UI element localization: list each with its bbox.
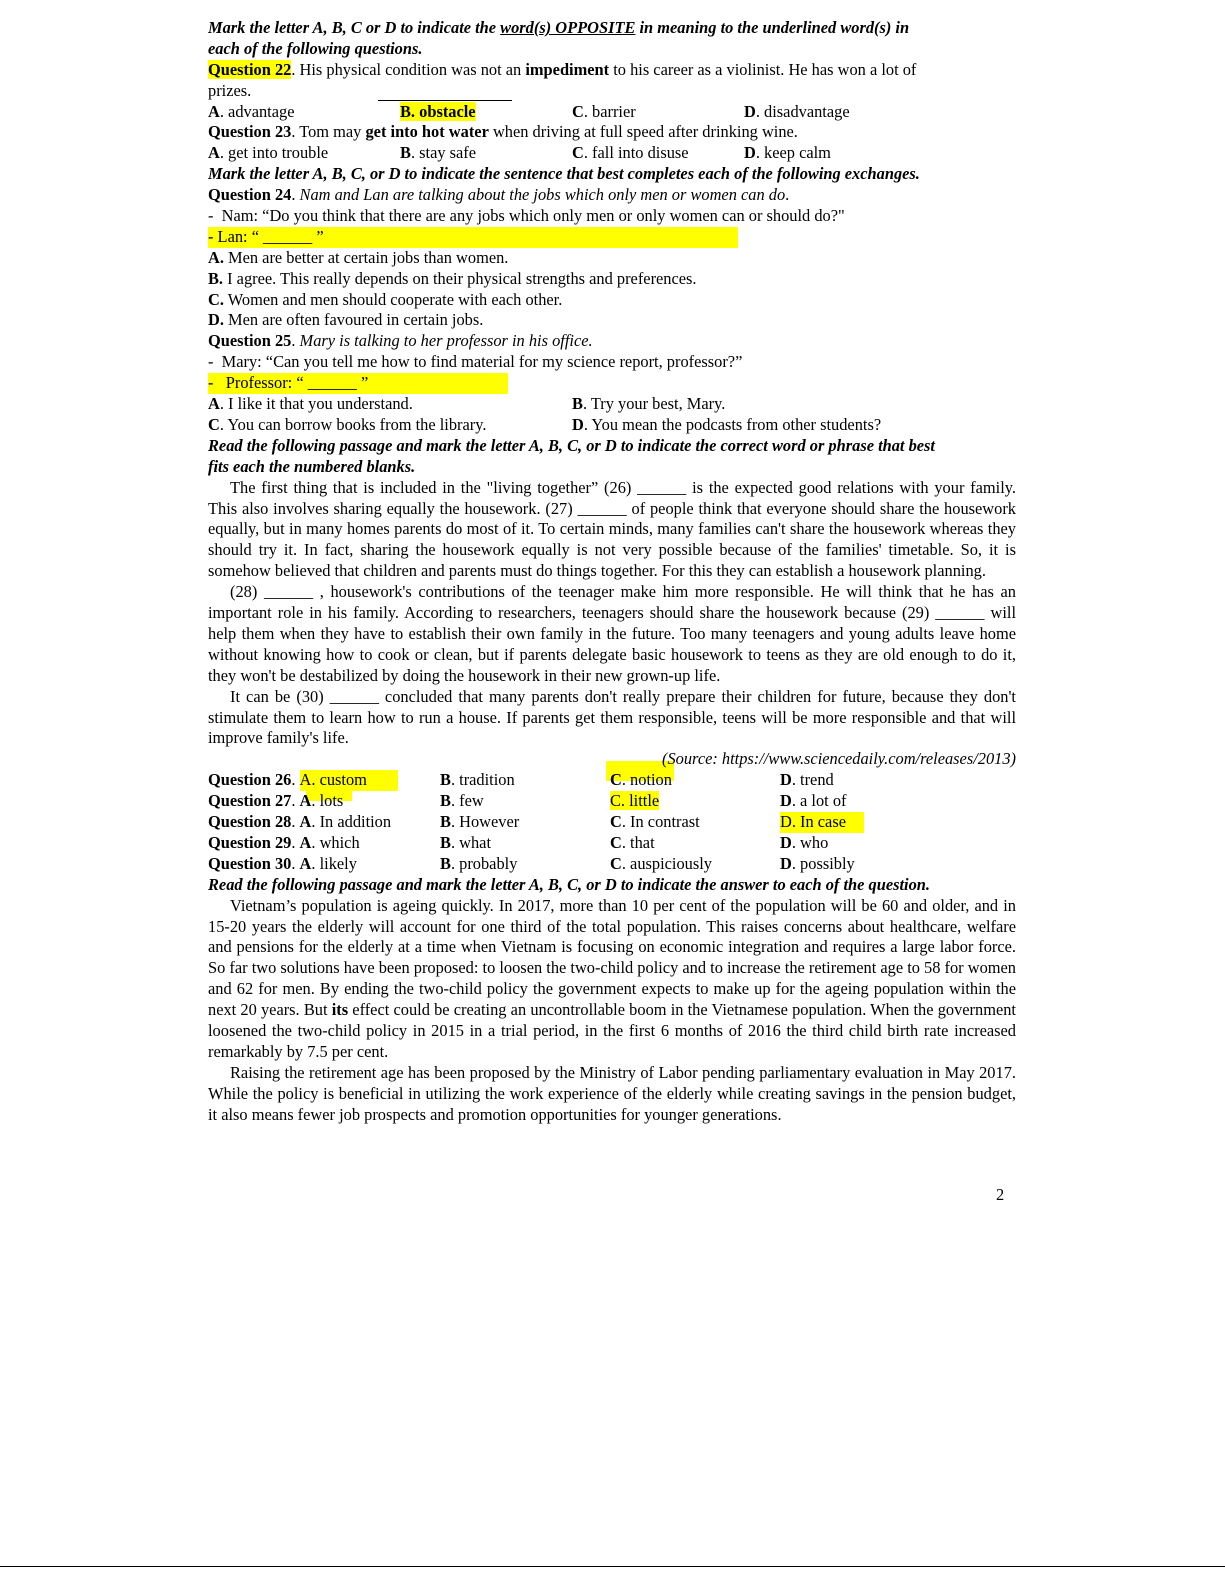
- option-text: a lot of: [800, 791, 847, 811]
- section-instruction-3b: fits each the numbered blanks.: [208, 456, 416, 476]
- question-23: [208, 122, 1016, 143]
- answer-q28: Question 28. A. In addition: [208, 812, 392, 832]
- option-text: Men are often favoured in certain jobs.: [223, 310, 484, 330]
- option-letter: B: [572, 394, 583, 414]
- option-a[interactable]: [208, 394, 572, 415]
- option-text: possibly: [800, 853, 855, 873]
- paragraph-text: effect could be creating an uncontrollable boom in the Vietnamese population. When the government loosened the two-child policy in 2015 in a trial period, in the first 6 months of 2016 the third child birth rate increased remarkably by 7.5 per cent.: [208, 1000, 1016, 1061]
- option-c[interactable]: [208, 415, 572, 436]
- option-c[interactable]: [208, 290, 1016, 311]
- dialogue-text: Professor: “ ______ ”: [225, 373, 369, 393]
- passage1-paragraph-1: The first thing that is included in the "living together” (26) ______ is the expected good relations with your family. This also involves sharing equally the housework. (27) ______ of people think that everyone should share the housework equally, but in many homes parents do most of it. To certain minds, many families can't share the housework whereas they should try it. In fact, sharing the housework equally is not very possible because of the families' timetable. So, it is somehow believed that children and parents must do things together. For this they can establish a housework planning.: [208, 477, 1016, 581]
- question-context: Nam and Lan are talking about the jobs which only men or women can do: [299, 185, 786, 205]
- option-d[interactable]: [744, 143, 916, 164]
- option-b[interactable]: [572, 394, 725, 415]
- question-22: [208, 60, 1016, 81]
- question-24: Question 24. Nam and Lan are talking about the jobs which only men or women can do.: [208, 185, 790, 205]
- question-label: Question 27: [208, 791, 292, 811]
- option-c[interactable]: [572, 102, 744, 123]
- option-text: . stay safe: [410, 143, 477, 163]
- option-text: what: [459, 832, 492, 852]
- option-letter: B. obstacle: [400, 101, 476, 121]
- option-b[interactable]: B. tradition: [440, 770, 515, 790]
- instr-text: Mark the letter A, B, C or D to indicate the: [208, 18, 501, 37]
- question-text: . His physical condition was not an: [291, 59, 526, 79]
- dialogue-mary: - Mary: “Can you tell me how to find material for my science report, professor?”: [208, 352, 743, 372]
- question-25-options-row1: [208, 394, 1016, 415]
- option-a[interactable]: [208, 248, 1016, 269]
- option-text: D. In case: [780, 812, 864, 833]
- option-d[interactable]: D. possibly: [780, 853, 855, 873]
- page-number: 2: [996, 1185, 1005, 1204]
- option-text: trend: [800, 770, 834, 790]
- option-b[interactable]: B. few: [440, 791, 484, 811]
- instr-underlined: word(s) OPPOSITE: [500, 18, 636, 37]
- option-b[interactable]: B. what: [440, 832, 492, 852]
- option-a[interactable]: A. which: [299, 832, 360, 852]
- option-d[interactable]: [744, 102, 916, 123]
- option-c[interactable]: [572, 143, 744, 164]
- question-label: Question 25: [208, 331, 292, 351]
- answer-q30: Question 30. A. likely: [208, 853, 357, 873]
- dialogue-text: Mary: “Can you tell me how to find material for my science report, professor?”: [221, 352, 743, 372]
- option-letter: A: [208, 101, 220, 121]
- passage1-paragraph-3: It can be (30) ______ concluded that many parents don't really prepare their children for future, because they don't stimulate them to learn how to run a house. If parents get them responsible, teens will be more responsible and that will improve family's life.: [208, 686, 1016, 748]
- option-d[interactable]: D. who: [780, 832, 829, 852]
- question-label: Question 26: [208, 770, 292, 790]
- option-text: . advantage: [219, 101, 295, 121]
- question-text: . Tom may: [291, 122, 366, 142]
- option-letter: C: [572, 143, 584, 163]
- section-instruction-1b: each of the following questions.: [208, 38, 423, 58]
- question-25-options-row2: [208, 415, 1016, 436]
- option-text: which: [319, 832, 360, 852]
- option-a[interactable]: A. lots: [299, 791, 344, 811]
- option-letter: A: [208, 143, 220, 163]
- paragraph-text: Vietnam’s population is ageing quickly. In 2017, more than 10 per cent of the population will be 60 and older, and in 15-20 years the elderly will account for one third of the total population. This raises concerns about healthcare, welfare and pensions for the elderly at a time when Vietnam is focusing on economic integration and requires a large labor force. So far two solutions have been proposed: to loosen the two-child policy and to increase the retirement age to 58 for women and 62 for men. By ending the two-child policy the government expects to make up for the ageing population within the next 20 years. But: [208, 895, 1016, 1020]
- option-text: . barrier: [583, 101, 636, 121]
- instr-text: in meaning to the underlined word(s) in: [635, 18, 910, 37]
- option-text: . Try your best, Mary.: [582, 394, 726, 414]
- question-label: Question 24: [208, 185, 292, 205]
- option-d[interactable]: [572, 415, 881, 436]
- question-label: Question 22: [208, 59, 292, 79]
- option-letter: D: [744, 143, 756, 163]
- dialogue-text: Nam: “Do you think that there are any jobs which only men or only women can or should do?": [221, 206, 845, 226]
- footer-divider: [0, 1566, 1225, 1567]
- section-instruction-2: Mark the letter A, B, C, or D to indicate the sentence that best completes each of the following exchanges.: [208, 164, 920, 184]
- passage2-paragraph-1: [208, 896, 1016, 1063]
- option-text: However: [459, 812, 520, 832]
- option-b[interactable]: [208, 269, 1016, 290]
- option-b[interactable]: B. probably: [440, 853, 518, 873]
- option-letter: B.: [208, 268, 224, 288]
- dialogue-lan: [208, 227, 1016, 248]
- answer-row-29: [208, 833, 1016, 854]
- option-letter: C: [208, 414, 220, 434]
- option-letter: D: [744, 101, 756, 121]
- option-b[interactable]: [400, 143, 572, 164]
- option-text: . get into trouble: [219, 143, 329, 163]
- option-text: . disadvantage: [755, 101, 850, 121]
- dialogue-text: - Lan: “ ______ ”: [208, 227, 738, 248]
- option-text: . I like it that you understand.: [219, 394, 413, 414]
- option-text: probably: [459, 853, 518, 873]
- option-text: that: [630, 832, 655, 852]
- question-25: Question 25. Mary is talking to her professor in his office.: [208, 331, 593, 351]
- option-d[interactable]: [208, 310, 1016, 331]
- question-text: to his career as a violinist. He has won a lot of: [609, 59, 917, 79]
- option-letter: D: [572, 414, 584, 434]
- option-a[interactable]: A. likely: [299, 853, 357, 873]
- option-letter: C.: [208, 289, 224, 309]
- option-text: . You mean the podcasts from other students?: [583, 414, 882, 434]
- dialogue-nam: - Nam: “Do you think that there are any jobs which only men or only women can or should do?": [208, 206, 845, 226]
- answer-row-28: [208, 812, 1016, 833]
- option-b[interactable]: [400, 102, 572, 123]
- option-c[interactable]: [610, 791, 780, 812]
- option-text: C. little: [610, 791, 660, 811]
- question-label: Question 23: [208, 122, 292, 142]
- option-text: few: [459, 791, 484, 811]
- option-text: . fall into disuse: [583, 143, 689, 163]
- answer-q29: Question 29. A. which: [208, 832, 360, 852]
- option-text: notion: [630, 770, 672, 790]
- section-instruction-1: [208, 18, 1016, 39]
- option-text: likely: [319, 853, 357, 873]
- document-page: [208, 18, 1016, 1126]
- answer-q26: Question 26. A. custom: [208, 770, 440, 791]
- paragraph-keyword: its: [331, 1000, 349, 1020]
- section-instruction-3: Read the following passage and mark the letter A, B, C, or D to indicate the correct word or phrase that best: [208, 435, 935, 455]
- answer-row-26: [208, 770, 1016, 791]
- option-text: who: [800, 832, 829, 852]
- option-text: Men are better at certain jobs than women.: [223, 247, 509, 267]
- question-context: Mary is talking to her professor in his office.: [299, 331, 593, 351]
- option-text: auspiciously: [630, 853, 712, 873]
- option-a[interactable]: [208, 143, 400, 164]
- passage2-paragraph-2: Raising the retirement age has been proposed by the Ministry of Labor pending parliamentary evaluation in May 2017. While the policy is beneficial in utilizing the work experience of the elderly while creating savings in the pension budget, it also means fewer job prospects and promotion opportunities for younger generations.: [208, 1062, 1016, 1124]
- option-text: In contrast: [630, 812, 700, 832]
- option-text: tradition: [459, 770, 515, 790]
- option-letter: D.: [208, 310, 224, 330]
- option-text: . keep calm: [755, 143, 831, 163]
- option-letter: B: [400, 143, 411, 163]
- option-a[interactable]: A. custom: [300, 770, 398, 791]
- option-c[interactable]: C. that: [610, 832, 655, 852]
- answer-row-30: [208, 854, 1016, 875]
- question-keyword: impediment: [525, 59, 610, 79]
- answer-q27: Question 27. A. lots: [208, 791, 344, 811]
- option-c[interactable]: C. auspiciously: [610, 853, 712, 873]
- question-label: Question 30: [208, 853, 292, 873]
- option-letter: C: [572, 101, 584, 121]
- source-citation: (Source: https://www.sciencedaily.com/releases/2013): [662, 749, 1016, 769]
- dialogue-professor: - Professor: “ ______ ”: [208, 373, 1016, 394]
- question-label: Question 29: [208, 832, 292, 852]
- question-22-cont: prizes.: [208, 80, 252, 100]
- option-d[interactable]: D. a lot of: [780, 791, 847, 811]
- option-text: I agree. This really depends on their physical strengths and preferences.: [223, 268, 697, 288]
- option-letter: A.: [208, 247, 224, 267]
- question-text: when driving at full speed after drinking wine.: [488, 122, 798, 142]
- option-text: In addition: [319, 812, 392, 832]
- option-text: lots: [319, 791, 344, 811]
- question-keyword: get into hot water: [365, 122, 489, 142]
- option-text: . You can borrow books from the library.: [219, 414, 487, 434]
- option-letter: A: [208, 394, 220, 414]
- option-text: Women and men should cooperate with each other.: [223, 289, 563, 309]
- answer-row-27: [208, 791, 1016, 812]
- option-d[interactable]: D. trend: [780, 770, 834, 790]
- question-23-options: [208, 143, 1016, 164]
- question-22-options: [208, 102, 1016, 123]
- option-c[interactable]: C. notion: [610, 770, 672, 790]
- option-d[interactable]: [780, 812, 950, 833]
- option-b[interactable]: B. However: [440, 812, 520, 832]
- option-a[interactable]: A. In addition: [299, 812, 392, 832]
- question-label: Question 28: [208, 812, 292, 832]
- option-c[interactable]: C. In contrast: [610, 812, 700, 832]
- section-instruction-4: Read the following passage and mark the letter A, B, C, or D to indicate the answer to each of the question.: [208, 874, 930, 894]
- option-a[interactable]: [208, 102, 400, 123]
- passage1-paragraph-2: (28) ______ , housework's contributions of the teenager make him more responsible. He will think that he has an important role in his family. According to researchers, teenagers should share the housework because (29) ______ will help them when they have to establish their own family in the future. Too many teenagers and young adults leave home without knowing how to cook or clean, but if parents delegate basic housework to teens as they are old enough to do it, they won't be destabilized by doing the housework in their new grown-up life.: [208, 582, 1016, 685]
